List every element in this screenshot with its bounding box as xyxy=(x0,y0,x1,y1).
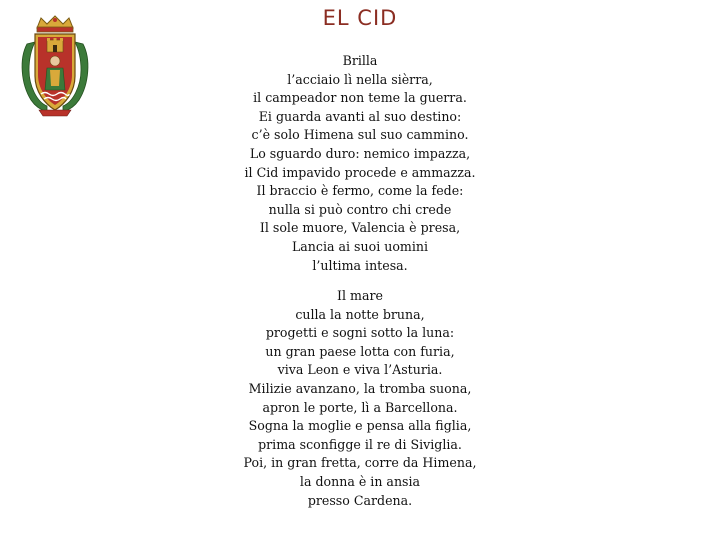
poem-line: la donna è in ansia xyxy=(299,473,421,489)
poem-line: c’è solo Himena sul suo cammino. xyxy=(251,127,469,143)
poem-line: il Cid impavido procede e ammazza. xyxy=(244,164,476,180)
poem-stanza-1 xyxy=(180,52,540,275)
poem-line: culla la notte bruna, xyxy=(295,306,425,322)
poem-line: viva Leon e viva l’Asturia. xyxy=(277,362,443,378)
poem-line: Il braccio è fermo, come la fede: xyxy=(256,183,464,199)
poem-line: prima sconfigge il re di Siviglia. xyxy=(258,436,462,452)
poem-line: l’acciaio lì nella sièrra, xyxy=(287,71,433,87)
poem-line: apron le porte, lì a Barcellona. xyxy=(262,399,458,415)
poem-line: Lancia ai suoi uomini xyxy=(291,238,429,254)
document-title: EL CID xyxy=(322,6,398,30)
poem-line: Brilla xyxy=(342,53,378,68)
poem-line: nulla si può contro chi crede xyxy=(268,201,452,217)
poem-line: Poi, in gran fretta, corre da Himena, xyxy=(243,455,477,471)
poem-line: Il mare xyxy=(337,288,383,303)
poem-line: Il sole muore, Valencia è presa, xyxy=(259,220,461,236)
poem-line: Ei guarda avanti al suo destino: xyxy=(258,108,462,124)
poem-line: Lo sguardo duro: nemico impazza, xyxy=(249,145,471,161)
poem-stanza-2 xyxy=(180,287,540,510)
poem-line: l’ultima intesa. xyxy=(312,257,408,273)
poem-line: presso Cardena. xyxy=(307,492,413,508)
poem-line: Sogna la moglie e pensa alla figlia, xyxy=(248,418,472,434)
poem-line: il campeador non teme la guerra. xyxy=(253,90,467,106)
poem-line: un gran paese lotta con furia, xyxy=(265,343,455,359)
poem-line: progetti e sogni sotto la luna: xyxy=(265,325,455,341)
poem-line: Milizie avanzano, la tromba suona, xyxy=(248,380,472,396)
